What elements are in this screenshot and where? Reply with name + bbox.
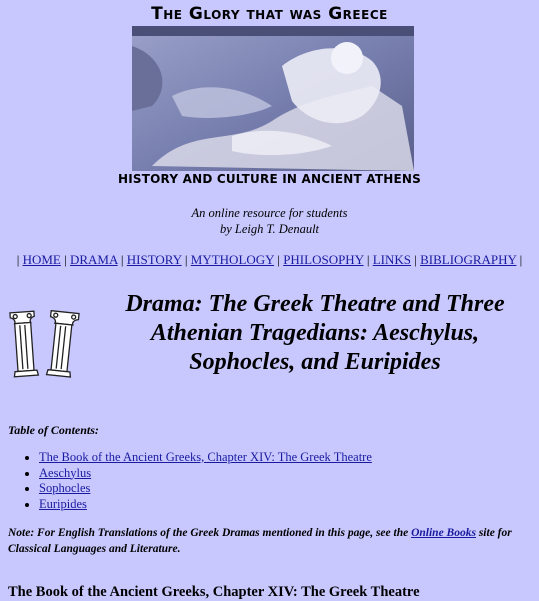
main-nav [0,252,539,268]
list-item [39,450,372,466]
nav-drama-link[interactable]: DRAMA [69,252,118,267]
toc-list [22,450,372,512]
banner-title: The Glory that was Greece [151,4,388,24]
toc-link-greek-theatre[interactable]: The Book of the Ancient Greeks, Chapter XIV: The Greek Theatre [39,450,372,464]
nav-philosophy-link[interactable]: PHILOSOPHY [283,252,364,267]
nav-separator: | [184,252,188,267]
translation-note [8,526,538,557]
nav-separator: | [64,252,67,267]
toc-link-euripides[interactable]: Euripides [39,496,87,511]
nav-separator: | [519,252,523,267]
byline [0,205,539,237]
online-books-link[interactable]: Online Books [411,527,476,539]
nav-separator: | [277,252,280,267]
nav-links-link[interactable]: LINKS [372,252,411,267]
nav-history-link[interactable]: HISTORY [126,252,182,267]
nav-separator: | [366,252,370,267]
nav-home-link[interactable]: HOME [22,252,61,267]
toc-heading: Table of Contents: [8,423,99,437]
toc-link-aeschylus[interactable]: Aeschylus [39,465,92,480]
nav-separator: | [16,252,20,267]
nav-separator: | [120,252,124,267]
toc-link-sophocles[interactable]: Sophocles [39,481,91,496]
section-heading: The Book of the Ancient Greeks, Chapter XIV: The Greek Theatre [8,584,420,600]
relief-sculpture-image [132,26,414,171]
nav-bibliography-link[interactable]: BIBLIOGRAPHY [420,252,517,267]
greek-columns-icon [8,308,82,378]
list-item [39,481,372,497]
list-item [39,466,372,482]
page-title: Drama: The Greek Theatre and Three Athenian Tragedians: Aeschylus, Sophocles, and Euripides [125,291,505,375]
list-item [39,497,372,513]
nav-mythology-link[interactable]: MYTHOLOGY [190,252,275,267]
byline-author: by Leigh T. Denault [219,222,320,236]
note-suffix: site for Classical Languages and Literature. [8,527,512,555]
note-prefix: Note: For English Translations of the Greek Dramas mentioned in this page, see the [8,527,412,539]
nav-separator: | [414,252,417,267]
banner-subtitle: HISTORY AND CULTURE IN ANCIENT ATHENS [118,172,421,186]
byline-description: An online resource for students [191,206,348,220]
